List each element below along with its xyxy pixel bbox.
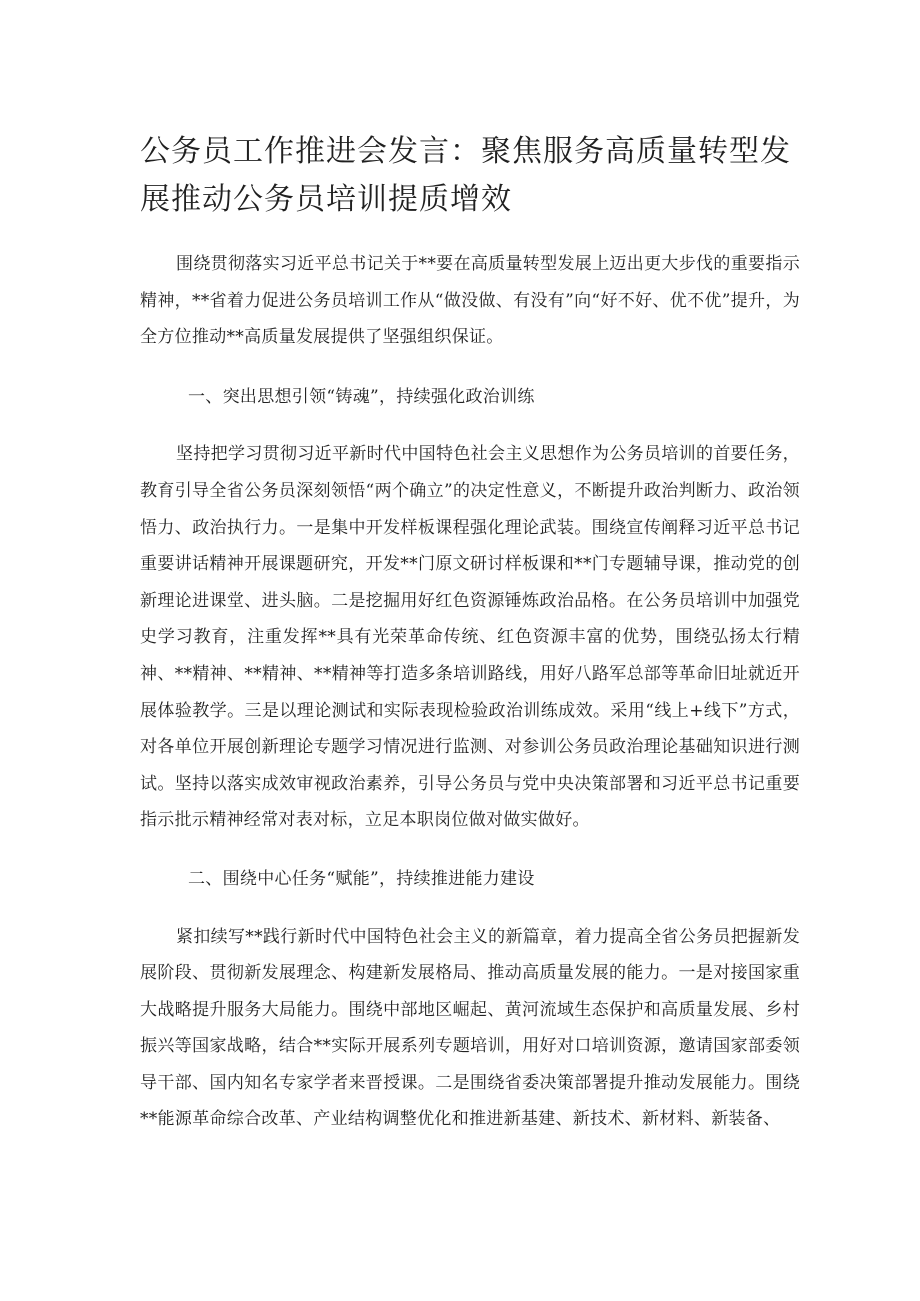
intro-paragraph: 围绕贯彻落实习近平总书记关于**要在高质量转型发展上迈出更大步伐的重要指示精神，**省着力促进公务员培训工作从“做没做、有没有”向“好不好、优不优”提升，为全方位推动**高质量发展提供了坚强组织保证。 <box>140 254 800 348</box>
section-2-heading: 二、围绕中心任务“赋能”，持续推进能力建设 <box>188 868 535 889</box>
section-2-paragraph: 紧扣续写**践行新时代中国特色社会主义的新篇章，着力提高全省公务员把握新发展阶段、贯彻新发展理念、构建新发展格局、推动高质量发展的能力。一是对接国家重大战略提升服务大局能力。围绕中部地区崛起、黄河流域生态保护和高质量发展、乡村振兴等国家战略，结合**实际开展系列专题培训，用好对口培训资源，邀请国家部委领导干部、国内知名专家学者来晋授课。二是围绕省委决策部署提升推动发展能力。围绕**能源革命综合改革、产业结构调整优化和推进新基建、新技术、新材料、新装备、 <box>140 926 800 1130</box>
section-1-heading: 一、突出思想引领“铸魂”，持续强化政治训练 <box>188 386 535 407</box>
section-1-paragraph: 坚持把学习贯彻习近平新时代中国特色社会主义思想作为公务员培训的首要任务，教育引导全省公务员深刻领悟“两个确立”的决定性意义，不断提升政治判断力、政治领悟力、政治执行力。一是集中开发样板课程强化理论武装。围绕宣传阐释习近平总书记重要讲话精神开展课题研究，开发**门原文研讨样板课和**门专题辅导课，推动党的创新理论进课堂、进头脑。二是挖掘用好红色资源锤炼政治品格。在公务员培训中加强党史学习教育，注重发挥**具有光荣革命传统、红色资源丰富的优势，围绕弘扬太行精神、**精神、**精神、**精神等打造多条培训路线，用好八路军总部等革命旧址就近开展体验教学。三是以理论测试和实际表现检验政治训练成效。采用“线上+线下”方式，对各单位开展创新理论专题学习情况进行监测、对参训公务员政治理论基础知识进行测试。坚持以落实成效审视政治素养，引导公务员与党中央决策部署和习近平总书记重要指示批示精神经常对表对标，立足本职岗位做对做实做好。 <box>140 444 800 831</box>
document-title: 公务员工作推进会发言：聚焦服务高质量转型发展推动公务员培训提质增效 <box>140 134 791 217</box>
document-body <box>140 246 800 1138</box>
